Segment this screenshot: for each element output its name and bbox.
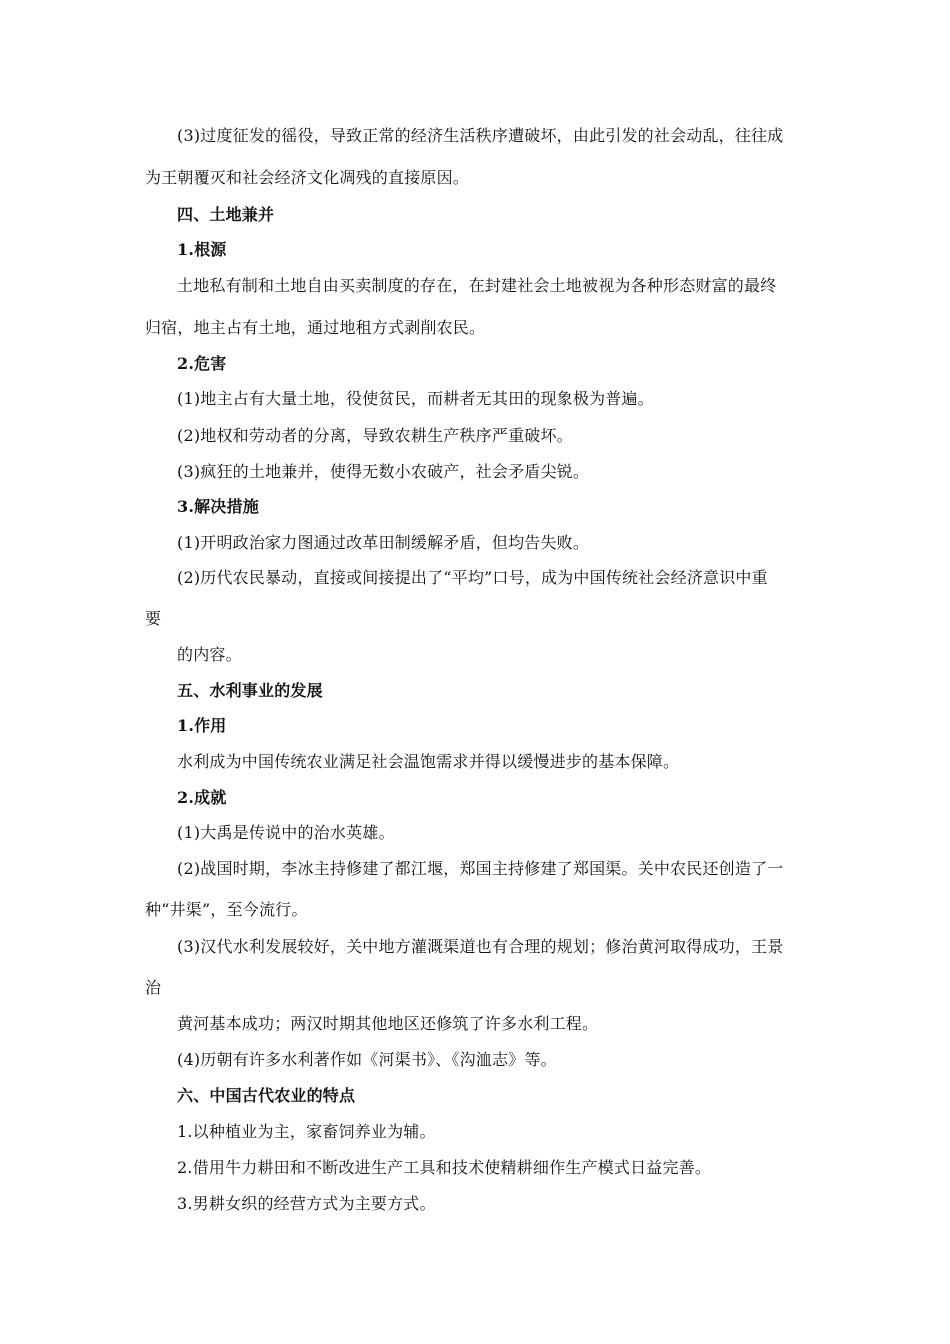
paragraph-line: 要 xyxy=(145,609,162,628)
paragraph-line: (3)过度征发的徭役，导致正常的经济生活秩序遭破坏，由此引发的社会动乱，往往成 xyxy=(177,126,784,145)
subsection-heading: 1.根源 xyxy=(177,240,227,259)
subsection-heading: 2.成就 xyxy=(177,788,227,807)
list-item: 2.借用牛力耕田和不断改进生产工具和技术使精耕细作生产模式日益完善。 xyxy=(177,1158,712,1177)
section-heading: 四、土地兼并 xyxy=(177,205,275,224)
paragraph-line: 归宿，地主占有土地，通过地租方式剥削农民。 xyxy=(145,318,486,337)
subsection-heading: 3.解决措施 xyxy=(177,497,259,516)
list-item: (3)疯狂的土地兼并，使得无数小农破产，社会矛盾尖锐。 xyxy=(177,462,590,481)
paragraph-line: 水利成为中国传统农业满足社会温饱需求并得以缓慢进步的基本保障。 xyxy=(177,752,680,771)
list-item: (2)战国时期，李冰主持修建了都江堰，郑国主持修建了郑国渠。关中农民还创造了一 xyxy=(177,859,784,878)
section-heading: 五、水利事业的发展 xyxy=(177,681,323,700)
paragraph-line: 的内容。 xyxy=(177,645,242,664)
paragraph-line: 黄河基本成功；两汉时期其他地区还修筑了许多水利工程。 xyxy=(177,1014,599,1033)
list-item: (1)地主占有大量土地，役使贫民，而耕者无其田的现象极为普遍。 xyxy=(177,389,654,408)
subsection-heading: 1.作用 xyxy=(177,716,227,735)
paragraph-line: 土地私有制和土地自由买卖制度的存在，在封建社会土地被视为各种形态财富的最终 xyxy=(177,276,777,295)
list-item: (2)历代农民暴动，直接或间接提出了“平均”口号，成为中国传统社会经济意识中重 xyxy=(177,568,768,587)
section-heading: 六、中国古代农业的特点 xyxy=(177,1086,356,1105)
paragraph-line: 治 xyxy=(145,978,162,997)
list-item: (3)汉代水利发展较好，关中地方灌溉渠道也有合理的规划；修治黄河取得成功，王景 xyxy=(177,937,784,956)
paragraph-line: 种“井渠”，至今流行。 xyxy=(145,900,308,919)
list-item: (1)开明政治家力图通过改革田制缓解矛盾，但均告失败。 xyxy=(177,533,590,552)
paragraph-line: 为王朝覆灭和社会经济文化凋残的直接原因。 xyxy=(145,168,470,187)
list-item: (2)地权和劳动者的分离，导致农耕生产秩序严重破坏。 xyxy=(177,426,573,445)
list-item: (4)历朝有许多水利著作如《河渠书》、《沟洫志》等。 xyxy=(177,1050,557,1069)
list-item: 1.以种植业为主，家畜饲养业为辅。 xyxy=(177,1122,436,1141)
list-item: 3.男耕女织的经营方式为主要方式。 xyxy=(177,1194,436,1213)
subsection-heading: 2.危害 xyxy=(177,354,227,373)
list-item: (1)大禹是传说中的治水英雄。 xyxy=(177,823,395,842)
